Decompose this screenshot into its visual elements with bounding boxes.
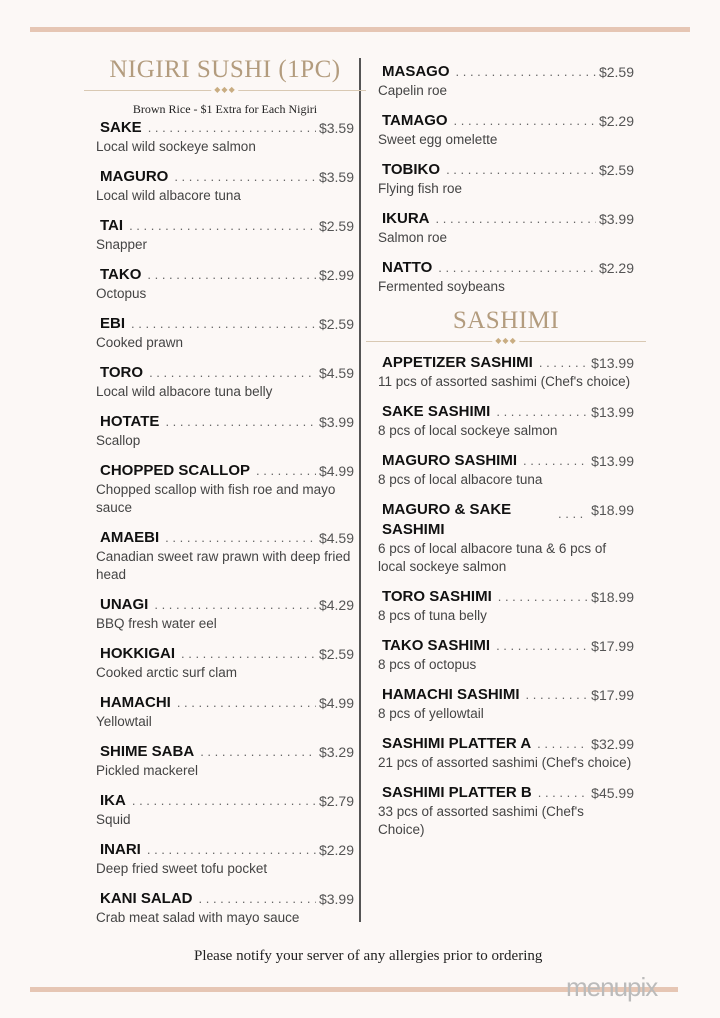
item-name: TAKO <box>100 266 142 283</box>
item-description: Local wild sockeye salmon <box>96 139 256 154</box>
item-price: $2.29 <box>598 260 634 276</box>
dot-leader <box>148 118 316 138</box>
dot-leader <box>129 216 316 236</box>
menu-item <box>378 160 634 198</box>
item-name-line <box>96 595 354 615</box>
item-name-line <box>96 314 354 334</box>
item-name-line <box>378 353 634 373</box>
menu-item <box>378 258 634 296</box>
item-name: SAKE SASHIMI <box>382 403 491 420</box>
item-price: $2.59 <box>318 646 354 662</box>
item-name: NATTO <box>382 259 433 276</box>
item-price: $4.59 <box>318 530 354 546</box>
item-name: HAMACHI SASHIMI <box>382 686 520 703</box>
item-name-line <box>378 111 634 131</box>
item-name: HOTATE <box>100 413 160 430</box>
item-name: MAGURO & SAKE SASHIMI <box>382 501 512 538</box>
item-price: $2.29 <box>318 842 354 858</box>
item-name-line <box>96 167 354 187</box>
item-name-line <box>378 783 634 803</box>
item-name: TORO SASHIMI <box>382 588 492 605</box>
dot-leader <box>438 258 596 278</box>
dot-leader <box>538 783 588 803</box>
item-price: $3.59 <box>318 120 354 136</box>
sashimi-item-list <box>378 353 634 839</box>
item-description: Local wild albacore tuna <box>96 188 241 203</box>
item-name: MAGURO <box>100 168 169 185</box>
item-price: $17.99 <box>591 638 634 654</box>
item-price: $3.99 <box>598 211 634 227</box>
item-price: $4.29 <box>318 597 354 613</box>
item-name-line <box>96 528 354 548</box>
nigiri-column <box>96 56 354 938</box>
item-name-line <box>378 500 634 540</box>
item-name: APPETIZER SASHIMI <box>382 354 533 371</box>
dot-leader <box>177 693 316 713</box>
item-name-line <box>96 412 354 432</box>
item-description: Salmon roe <box>378 230 448 245</box>
dot-leader <box>454 111 596 131</box>
item-name: TAMAGO <box>382 112 448 129</box>
item-description: Local wild albacore tuna belly <box>96 384 273 399</box>
item-description: BBQ fresh water eel <box>96 616 217 631</box>
item-name-line <box>378 209 634 229</box>
dot-leader <box>174 167 316 187</box>
section-title-nigiri: NIGIRI SUSHI (1PC) <box>109 56 341 83</box>
item-name-line <box>378 685 634 705</box>
item-name: KANI SALAD <box>100 890 193 907</box>
item-name: HOKKIGAI <box>100 645 175 662</box>
item-name-line <box>96 216 354 236</box>
menu-item <box>96 595 354 633</box>
menu-item <box>378 734 634 772</box>
menu-item <box>378 209 634 247</box>
section-title-sashimi: SASHIMI <box>452 307 560 334</box>
item-description: Fermented soybeans <box>378 279 505 294</box>
item-description: 6 pcs of local albacore tuna & 6 pcs of local sockeye salmon <box>378 541 607 574</box>
item-description: Scallop <box>96 433 141 448</box>
dot-leader <box>200 742 316 762</box>
item-price: $2.59 <box>598 162 634 178</box>
item-name: INARI <box>100 841 141 858</box>
menu-item <box>96 167 354 205</box>
item-description: Octopus <box>96 286 147 301</box>
menu-item <box>96 693 354 731</box>
item-name: TORO <box>100 364 144 381</box>
menu-item <box>96 644 354 682</box>
item-price: $45.99 <box>591 785 634 801</box>
item-price: $4.99 <box>318 695 354 711</box>
item-name-line <box>378 587 634 607</box>
dot-leader <box>496 636 588 656</box>
menu-item <box>378 111 634 149</box>
item-description: Sweet egg omelette <box>378 132 498 147</box>
item-name: TAKO SASHIMI <box>382 637 491 654</box>
item-description: Chopped scallop with fish roe and mayo sauce <box>96 482 336 515</box>
dot-leader <box>498 587 588 607</box>
menu-item <box>96 412 354 450</box>
item-name: UNAGI <box>100 596 149 613</box>
item-name: TAI <box>100 217 124 234</box>
item-price: $18.99 <box>591 589 634 605</box>
item-name: TOBIKO <box>382 161 441 178</box>
item-description: Crab meat salad with mayo sauce <box>96 910 300 925</box>
item-description: Squid <box>96 812 131 827</box>
menu-item <box>378 62 634 100</box>
item-name-line <box>378 160 634 180</box>
item-description: 8 pcs of local sockeye salmon <box>378 423 558 438</box>
item-price: $2.29 <box>598 113 634 129</box>
item-price: $18.99 <box>591 502 634 518</box>
menu-item <box>96 528 354 584</box>
nigiri-continued-list <box>378 62 634 296</box>
item-name-line <box>378 402 634 422</box>
menu-item <box>96 118 354 156</box>
menu-item <box>378 451 634 489</box>
item-name: CHOPPED SCALLOP <box>100 462 251 479</box>
dot-leader <box>165 528 316 548</box>
item-price: $3.99 <box>318 891 354 907</box>
title-ornament: ◆◆◆ <box>84 86 366 96</box>
item-price: $3.59 <box>318 169 354 185</box>
top-decorative-bar <box>30 27 690 32</box>
item-name: MAGURO SASHIMI <box>382 452 517 469</box>
dot-leader <box>154 595 316 615</box>
item-description: Cooked arctic surf clam <box>96 665 238 680</box>
menu-item <box>96 461 354 517</box>
right-column <box>378 62 634 850</box>
item-name: HAMACHI <box>100 694 171 711</box>
item-price: $17.99 <box>591 687 634 703</box>
item-price: $4.59 <box>318 365 354 381</box>
menu-item <box>378 636 634 674</box>
dot-leader <box>149 363 316 383</box>
menu-item <box>378 353 634 391</box>
allergy-notice: Please notify your server of any allergies prior to ordering <box>194 948 543 964</box>
item-description: Flying fish roe <box>378 181 463 196</box>
menu-item <box>378 587 634 625</box>
item-description: Snapper <box>96 237 148 252</box>
item-name-line <box>96 693 354 713</box>
item-description: 33 pcs of assorted sashimi (Chef's Choice) <box>378 804 584 837</box>
item-name-line <box>378 636 634 656</box>
item-description: 8 pcs of tuna belly <box>378 608 487 623</box>
item-name: MASAGO <box>382 63 450 80</box>
dot-leader <box>181 644 316 664</box>
dot-leader <box>539 353 588 373</box>
dot-leader <box>436 209 596 229</box>
item-price: $13.99 <box>591 404 634 420</box>
dot-leader <box>147 840 316 860</box>
menu-item <box>378 500 634 576</box>
item-name-line <box>96 644 354 664</box>
menu-item <box>96 791 354 829</box>
item-price: $4.99 <box>318 463 354 479</box>
dot-leader <box>496 402 588 422</box>
item-description: 21 pcs of assorted sashimi (Chef's choice) <box>378 755 632 770</box>
brown-rice-note: Brown Rice - $1 Extra for Each Nigiri <box>132 102 318 116</box>
menu-item <box>96 889 354 927</box>
item-price: $2.59 <box>598 64 634 80</box>
dot-leader <box>147 265 316 285</box>
dot-leader <box>132 791 316 811</box>
menu-item <box>96 742 354 780</box>
item-price: $2.59 <box>318 316 354 332</box>
dot-leader <box>523 451 588 471</box>
menu-item <box>96 216 354 254</box>
item-price: $13.99 <box>591 453 634 469</box>
item-name-line <box>96 889 354 909</box>
item-price: $3.29 <box>318 744 354 760</box>
item-name-line <box>96 791 354 811</box>
menu-item <box>96 840 354 878</box>
item-name-line <box>96 118 354 138</box>
item-name: SASHIMI PLATTER B <box>382 784 532 801</box>
menu-item <box>96 363 354 401</box>
item-name-line <box>96 742 354 762</box>
dot-leader <box>456 62 596 82</box>
item-name-line <box>96 461 354 481</box>
dot-leader <box>165 412 316 432</box>
watermark-logo: menupix <box>566 972 658 1002</box>
item-price: $32.99 <box>591 736 634 752</box>
dot-leader <box>446 160 596 180</box>
item-price: $2.59 <box>318 218 354 234</box>
item-name: EBI <box>100 315 126 332</box>
item-name-line <box>96 363 354 383</box>
dot-leader <box>558 504 588 524</box>
item-name-line <box>378 62 634 82</box>
item-description: 11 pcs of assorted sashimi (Chef's choice) <box>378 374 631 389</box>
dot-leader <box>537 734 588 754</box>
item-price: $2.79 <box>318 793 354 809</box>
item-price: $2.99 <box>318 267 354 283</box>
title-ornament: ◆◆◆ <box>366 337 646 347</box>
column-divider <box>359 58 361 922</box>
item-description: Capelin roe <box>378 83 448 98</box>
item-description: Deep fried sweet tofu pocket <box>96 861 268 876</box>
nigiri-item-list <box>96 118 354 927</box>
item-name: SAKE <box>100 119 142 136</box>
item-description: 8 pcs of local albacore tuna <box>378 472 543 487</box>
item-name-line <box>96 265 354 285</box>
dot-leader <box>131 314 316 334</box>
item-description: Cooked prawn <box>96 335 184 350</box>
item-price: $13.99 <box>591 355 634 371</box>
menu-item <box>378 402 634 440</box>
item-name: IKA <box>100 792 126 809</box>
item-name: SASHIMI PLATTER A <box>382 735 532 752</box>
item-description: Pickled mackerel <box>96 763 199 778</box>
item-description: Canadian sweet raw prawn with deep fried head <box>96 549 351 582</box>
menu-item <box>96 314 354 352</box>
menu-item <box>96 265 354 303</box>
item-price: $3.99 <box>318 414 354 430</box>
item-description: Yellowtail <box>96 714 152 729</box>
item-name-line <box>378 734 634 754</box>
item-name-line <box>378 451 634 471</box>
item-description: 8 pcs of octopus <box>378 657 477 672</box>
item-name-line <box>96 840 354 860</box>
menu-item <box>378 685 634 723</box>
item-name: SHIME SABA <box>100 743 195 760</box>
item-name-line <box>378 258 634 278</box>
dot-leader <box>526 685 589 705</box>
item-name: AMAEBI <box>100 529 160 546</box>
item-description: 8 pcs of yellowtail <box>378 706 484 721</box>
dot-leader <box>199 889 316 909</box>
menu-item <box>378 783 634 839</box>
item-name: IKURA <box>382 210 430 227</box>
dot-leader <box>256 461 316 481</box>
